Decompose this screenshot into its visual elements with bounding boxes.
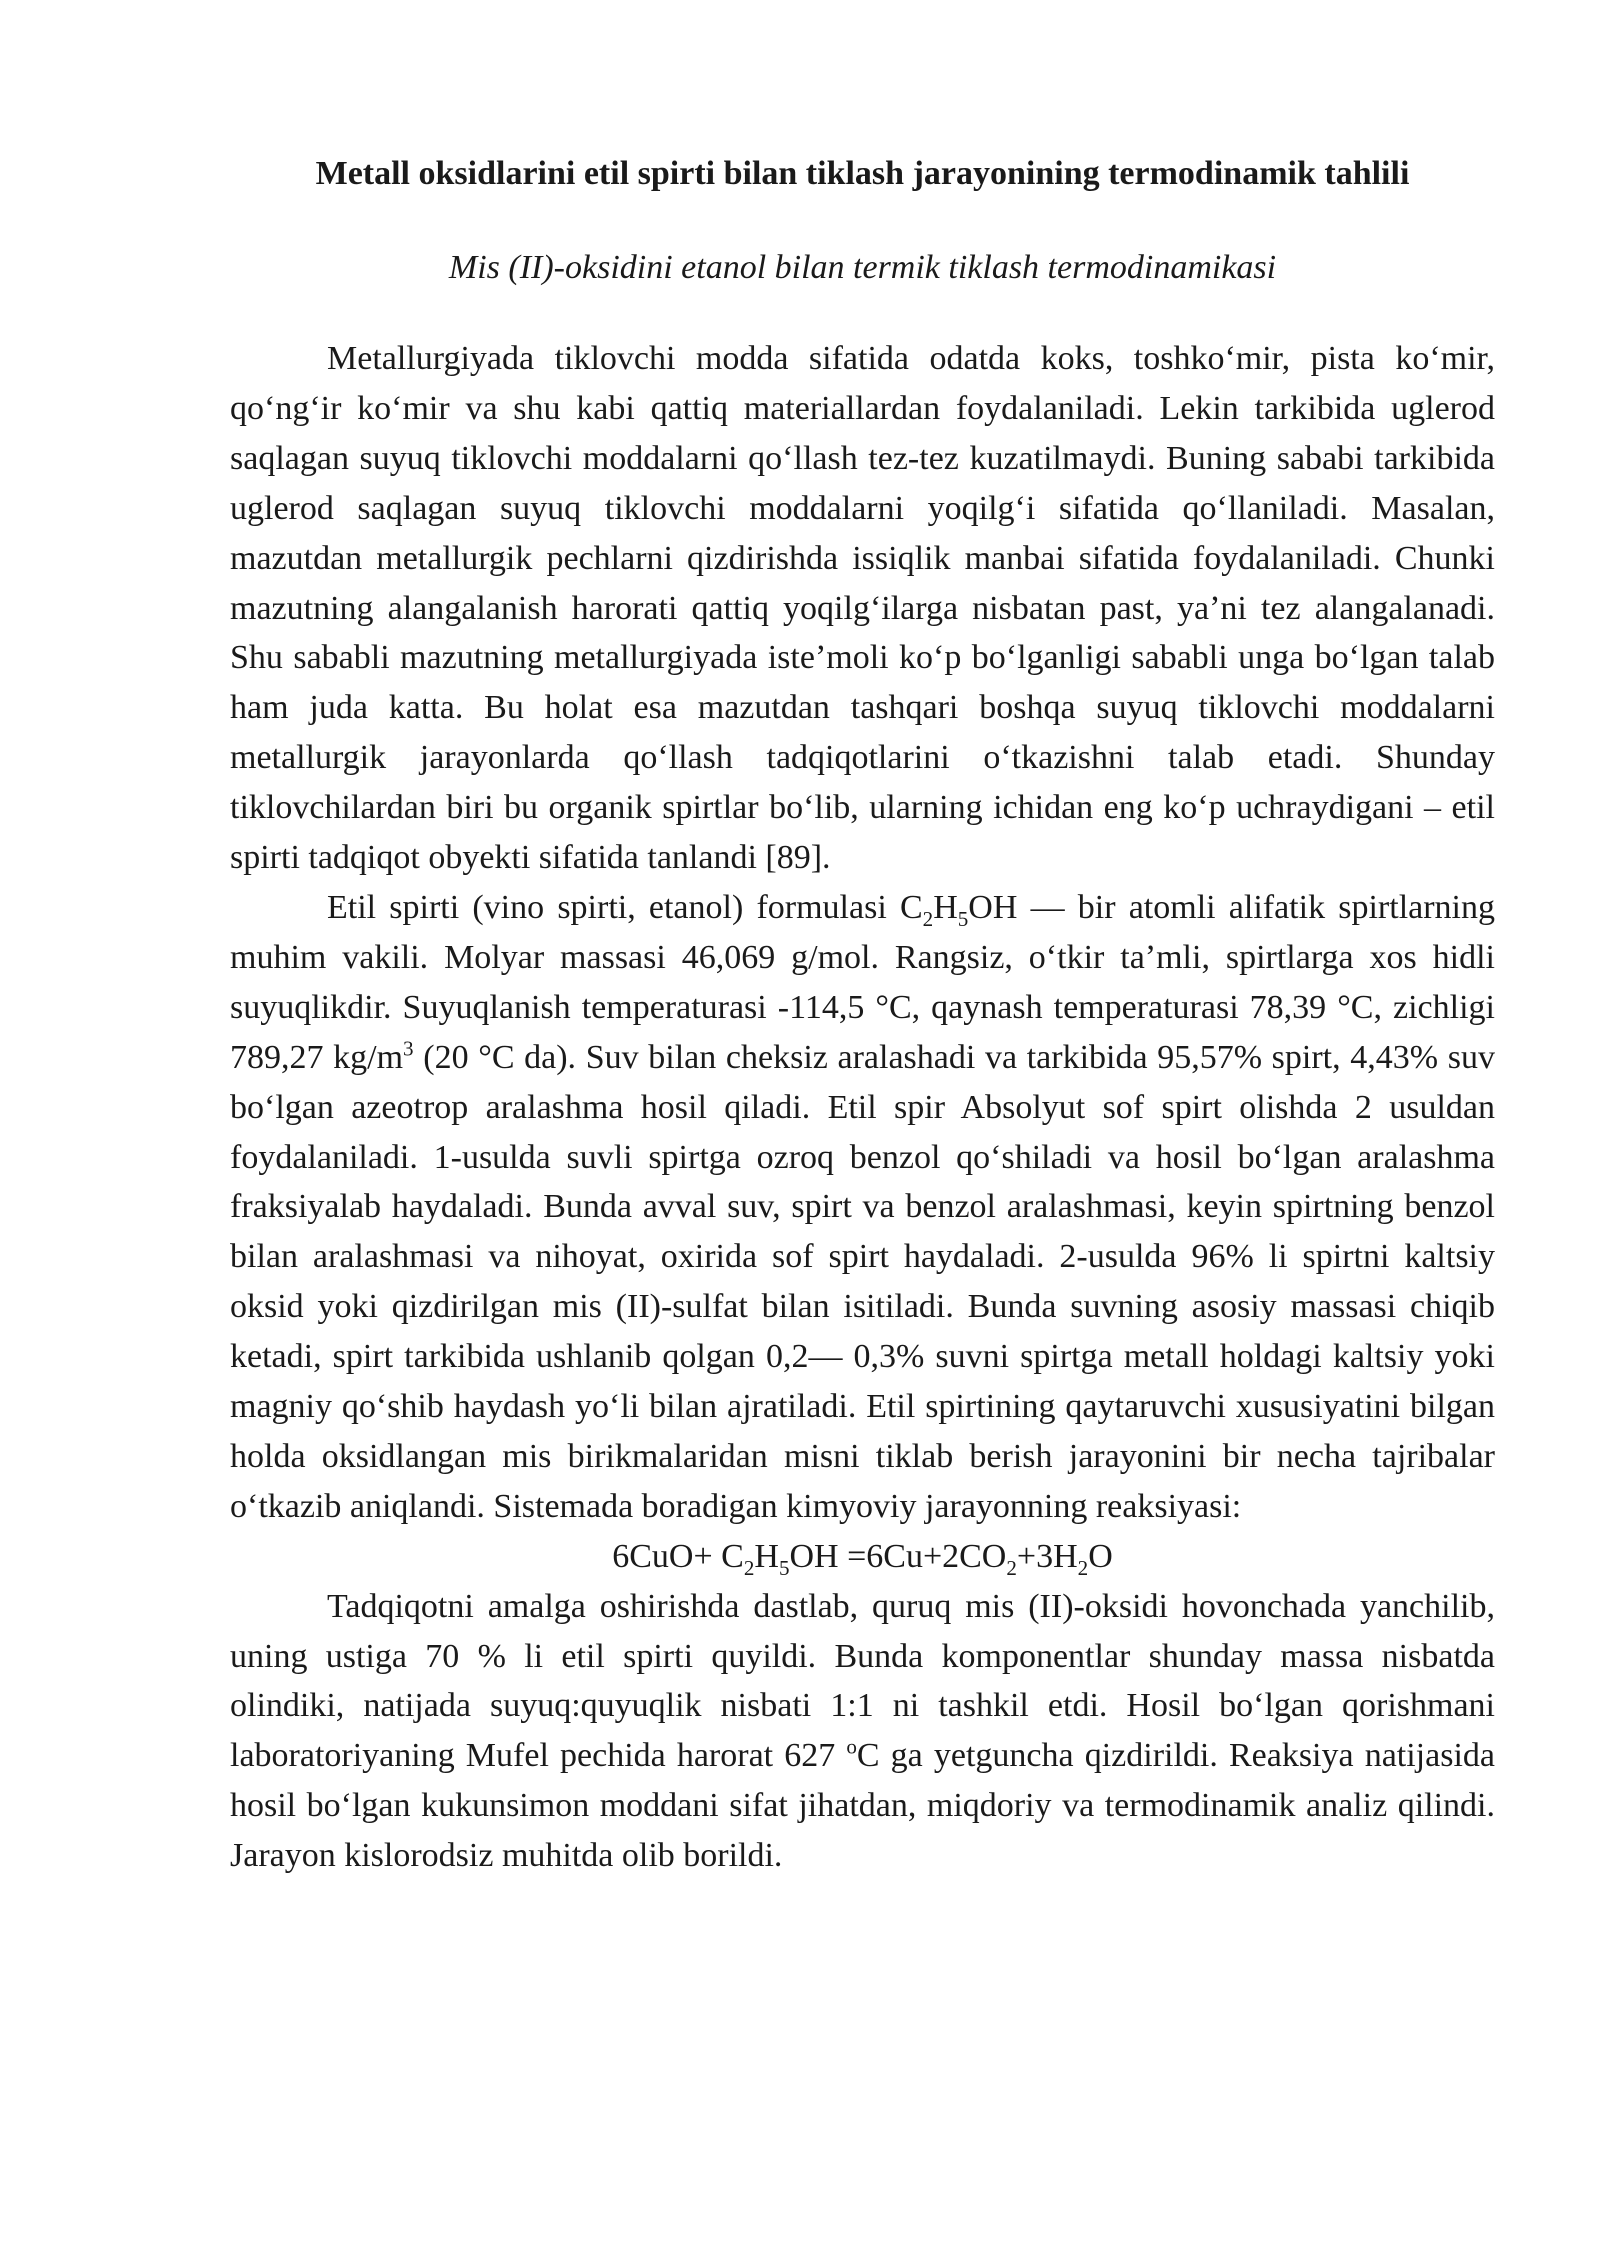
document-body <box>230 334 1495 1881</box>
paragraph-ethanol-properties <box>230 883 1495 1532</box>
equation-run: +3H <box>1016 1537 1078 1575</box>
document-title: Metall oksidlarini etil spirti bilan tiklash jarayonining termodinamik tahlili <box>315 155 1410 192</box>
text-run: OH — bir atomli alifatik spirtlarning muhim vakili. Molyar massasi 46,069 g/mol. Rangsiz, oʻtkir taʼmli, spirtlarga xos hidli suyuqlikdir. Suyuqlanish temperaturasi -114,5 °C, qaynash temperaturasi 78,39 °C, zichligi 789,27 kg/m <box>230 888 1495 1076</box>
subscript: 5 <box>778 1555 790 1580</box>
text-run: C ga yetguncha qizdirildi. Reaksiya natijasida hosil boʻlgan kukunsimon moddani sifat jihatdan, miqdoriy va termodinamik analiz qilindi. Jarayon kislorodsiz muhitda olib borildi. <box>230 1737 1495 1875</box>
text-run: (20 °C da). Suv bilan cheksiz aralashadi va tarkibida 95,57% spirt, 4,43% suv boʻlgan azeotrop aralashma hosil qiladi. Etil spir Absolyut sof spirt olishda 2 usuldan foydalaniladi. 1-usulda suvli spirtga ozroq benzol qoʻshiladi va hosil boʻlgan aralashma fraksiyalab haydaladi. Bunda avval suv, spirt va benzol aralashmasi, keyin spirtning benzol bilan aralashmasi va nihoyat, oxirida sof spirt haydaladi. 2-usulda 96% li spirtni kaltsiy oksid yoki qizdirilgan mis (II)-sulfat bilan isitiladi. Bunda suvning asosiy massasi chiqib ketadi, spirt tarkibida ushlanib qolgan 0,2— 0,3% suvni spirtga metall holdagi kaltsiy yoki magniy qoʻshib haydash yoʻli bilan ajratiladi. Etil spirtining qaytaruvchi xususiyatini bilgan holda oksidlangan mis birikmalaridan misni tiklab berish jarayonini bir necha tajribalar oʻtkazib aniqlandi. Sistemada boradigan kimyoviy jarayonning reaksiyasi: <box>230 1038 1495 1525</box>
superscript: 3 <box>403 1036 414 1061</box>
subscript: 2 <box>743 1555 755 1580</box>
document-content <box>230 150 1495 1881</box>
text-run: H <box>933 888 958 926</box>
equation-run: O <box>1088 1537 1113 1575</box>
text-run: Etil spirti (vino spirti, etanol) formulasi C <box>327 888 923 926</box>
paragraph-experiment <box>230 1582 1495 1881</box>
subscript: 2 <box>1006 1555 1017 1580</box>
superscript: o <box>846 1735 857 1760</box>
equation-run: OH =6Cu+2CO <box>789 1537 1007 1575</box>
paragraph-intro: Metallurgiyada tiklovchi modda sifatida odatda koks, toshkoʻmir, pista koʻmir, qoʻngʻir koʻmir va shu kabi qattiq materiallardan foydalaniladi. Lekin tarkibida uglerod saqlagan suyuq tiklovchi moddalarni qoʻllash tez-tez kuzatilmaydi. Buning sababi tarkibida uglerod saqlagan suyuq tiklovchi moddalarni yoqilgʻi sifatida qoʻllaniladi. Masalan, mazutdan metallurgik pechlarni qizdirishda issiqlik manbai sifatida foydalaniladi. Chunki mazutning alangalanish harorati qattiq yoqilgʻilarga nisbatan past, yaʼni tez alangalanadi. Shu sababli mazutning metallurgiyada isteʼmoli koʻp boʻlganligi sababli unga boʻlgan talab ham juda katta. Bu holat esa mazutdan tashqari boshqa suyuq tiklovchi moddalarni metallurgik jarayonlarda qoʻllash tadqiqotlarini oʻtkazishni talab etadi. Shunday tiklovchilardan biri bu organik spirtlar boʻlib, ularning ichidan eng koʻp uchraydigani – etil spirti tadqiqot obyekti sifatida tanlandi [89]. <box>230 340 1495 877</box>
subscript: 2 <box>922 906 934 931</box>
text-run: Tadqiqotni amalga oshirishda dastlab, quruq mis (II)-oksidi hovonchada yanchilib, uning ustiga 70 % li etil spirti quyildi. Bunda komponentlar shunday massa nisbatda olindiki, natijada suyuq:quyuqlik nisbati 1:1 ni tashkil etdi. Hosil boʻlgan qorishmani laboratoriyaning Mufel pechida harorat 627 <box>230 1587 1495 1775</box>
equation-run: H <box>754 1537 779 1575</box>
subscript: 2 <box>1077 1555 1089 1580</box>
document-subtitle: Mis (II)-oksidini etanol bilan termik tiklash termodinamikasi <box>448 249 1277 286</box>
equation-run: 6CuO+ C <box>612 1537 744 1575</box>
subscript: 5 <box>957 906 969 931</box>
reaction-equation <box>230 1532 1495 1582</box>
